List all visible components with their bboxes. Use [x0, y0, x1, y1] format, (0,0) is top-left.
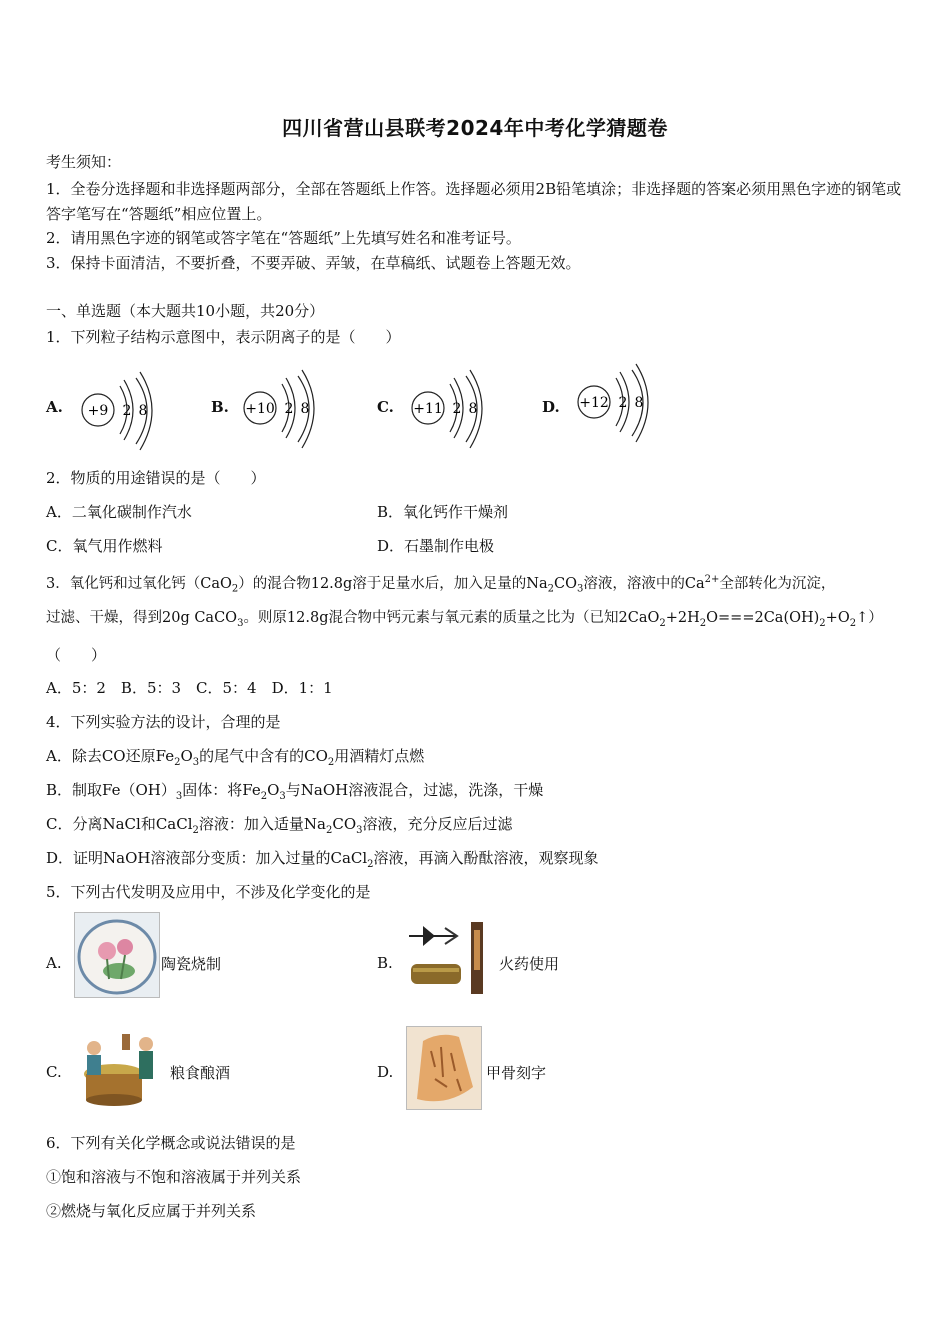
q1-c-shell-1: 2 [452, 401, 462, 417]
q1-c-nucleus: +11 [413, 401, 443, 417]
q1-atom-diagram-b [240, 364, 320, 452]
notice-item-3: 3．保持卡面清洁，不要折叠，不要弄破、弄皱，在草稿纸、试题卷上答题无效。 [46, 254, 581, 272]
q1-option-b-label: B. [211, 398, 229, 416]
q5-option-d-text: 甲骨刻字 [486, 1064, 547, 1082]
q1-option-a-label: A. [46, 398, 63, 416]
q1-c-shell-2: 8 [468, 401, 478, 417]
question-3-options: A．5：2 B．5：3 C．5：4 D．1：1 [46, 679, 333, 697]
q2-option-b: B．氧化钙作干燥剂 [377, 503, 509, 521]
q1-option-c-label: C. [377, 398, 394, 416]
q5-option-b-label: B. [377, 954, 393, 972]
q1-a-nucleus: +9 [87, 403, 109, 419]
question-3-line-2: 过滤、干燥，得到20g CaCO$_3$。则原12.8g混合物中钙元素与氧元素的质量之比为（已知$2CaO_2+2H_2O===2Ca(OH)_2+O_2↑$） [46, 610, 883, 629]
q1-d-shell-1: 2 [618, 395, 628, 411]
page-title: 四川省营山县联考2024年中考化学猜题卷 [282, 116, 668, 140]
q2-option-c: C．氧气用作燃料 [46, 537, 163, 555]
q4-option-d: D．证明NaOH溶液部分变质：加入过量的CaCl$_2$溶液，再滴入酚酞溶液，观察现象 [46, 849, 599, 870]
porcelain-plate-image [74, 912, 160, 998]
notice-item-2: 2．请用黑色字迹的钢笔或答字笔在“答题纸”上先填写姓名和准考证号。 [46, 229, 521, 247]
question-6-stem: 6．下列有关化学概念或说法错误的是 [46, 1134, 296, 1152]
q2-option-a: A．二氧化碳制作汽水 [46, 503, 192, 521]
q5-option-a-label: A. [46, 954, 62, 972]
question-2-stem: 2．物质的用途错误的是（ ） [46, 469, 266, 487]
q1-b-shell-1: 2 [284, 401, 294, 417]
question-4-stem: 4．下列实验方法的设计，合理的是 [46, 713, 281, 731]
q1-option-d-label: D. [542, 398, 560, 416]
q2-option-d: D．石墨制作电极 [377, 537, 495, 555]
question-3-line-1: 3．氧化钙和过氧化钙（CaO$_2$）的混合物12.8g溶于足量水后，加入足量的$Na_2CO_3$溶液，溶液中的$Ca^{2+}$全部转化为沉淀， [46, 574, 836, 595]
question-1-stem: 1．下列粒子结构示意图中，表示阴离子的是（ ） [46, 328, 401, 346]
q5-option-c-text: 粮食酿酒 [170, 1064, 231, 1082]
gunpowder-rocket-image [405, 918, 491, 998]
q6-statement-2: ②燃烧与氧化反应属于并列关系 [46, 1202, 257, 1220]
q1-b-nucleus: +10 [245, 401, 275, 417]
q6-statement-1: ①饱和溶液与不饱和溶液属于并列关系 [46, 1168, 302, 1186]
q1-atom-diagram-a [78, 364, 158, 452]
q1-d-nucleus: +12 [579, 395, 609, 411]
q1-b-shell-2: 8 [300, 401, 310, 417]
q4-option-c: C．分离NaCl和CaCl$_2$溶液：加入适量$Na_2CO_3$溶液，充分反应后过滤 [46, 815, 513, 836]
q5-option-a-text: 陶瓷烧制 [161, 955, 222, 973]
q4-option-a: A．除去CO还原$Fe_2O_3$的尾气中含有的$CO_2$用酒精灯点燃 [46, 747, 425, 768]
q1-a-shell-1: 2 [122, 403, 132, 419]
brewing-wine-image [72, 1022, 164, 1108]
notice-item-1: 1．全卷分选择题和非选择题两部分，全部在答题纸上作答。选择题必须用2B铅笔填涂；非选择题的答案必须用黑色字迹的钢笔或答字笔写在“答题纸”相应位置上。 [46, 180, 902, 223]
q5-option-c-label: C. [46, 1063, 62, 1081]
notice-heading: 考生须知： [46, 153, 122, 171]
q5-option-b-text: 火药使用 [499, 955, 560, 973]
section-heading: 一、单选题（本大题共10小题，共20分） [46, 302, 325, 320]
q1-d-shell-2: 8 [634, 395, 644, 411]
question-5-stem: 5．下列古代发明及应用中，不涉及化学变化的是 [46, 883, 371, 901]
q5-option-d-label: D. [377, 1063, 394, 1081]
q1-a-shell-2: 8 [138, 403, 148, 419]
oracle-bone-image [406, 1026, 482, 1110]
q1-atom-diagram-d [574, 358, 654, 446]
q4-option-b: B．制取$Fe(OH)_3$固体：将$Fe_2O_3$与NaOH溶液混合，过滤，洗涤，干燥 [46, 781, 544, 802]
q1-atom-diagram-c [408, 364, 488, 452]
question-3-blank: （ ） [46, 646, 107, 664]
